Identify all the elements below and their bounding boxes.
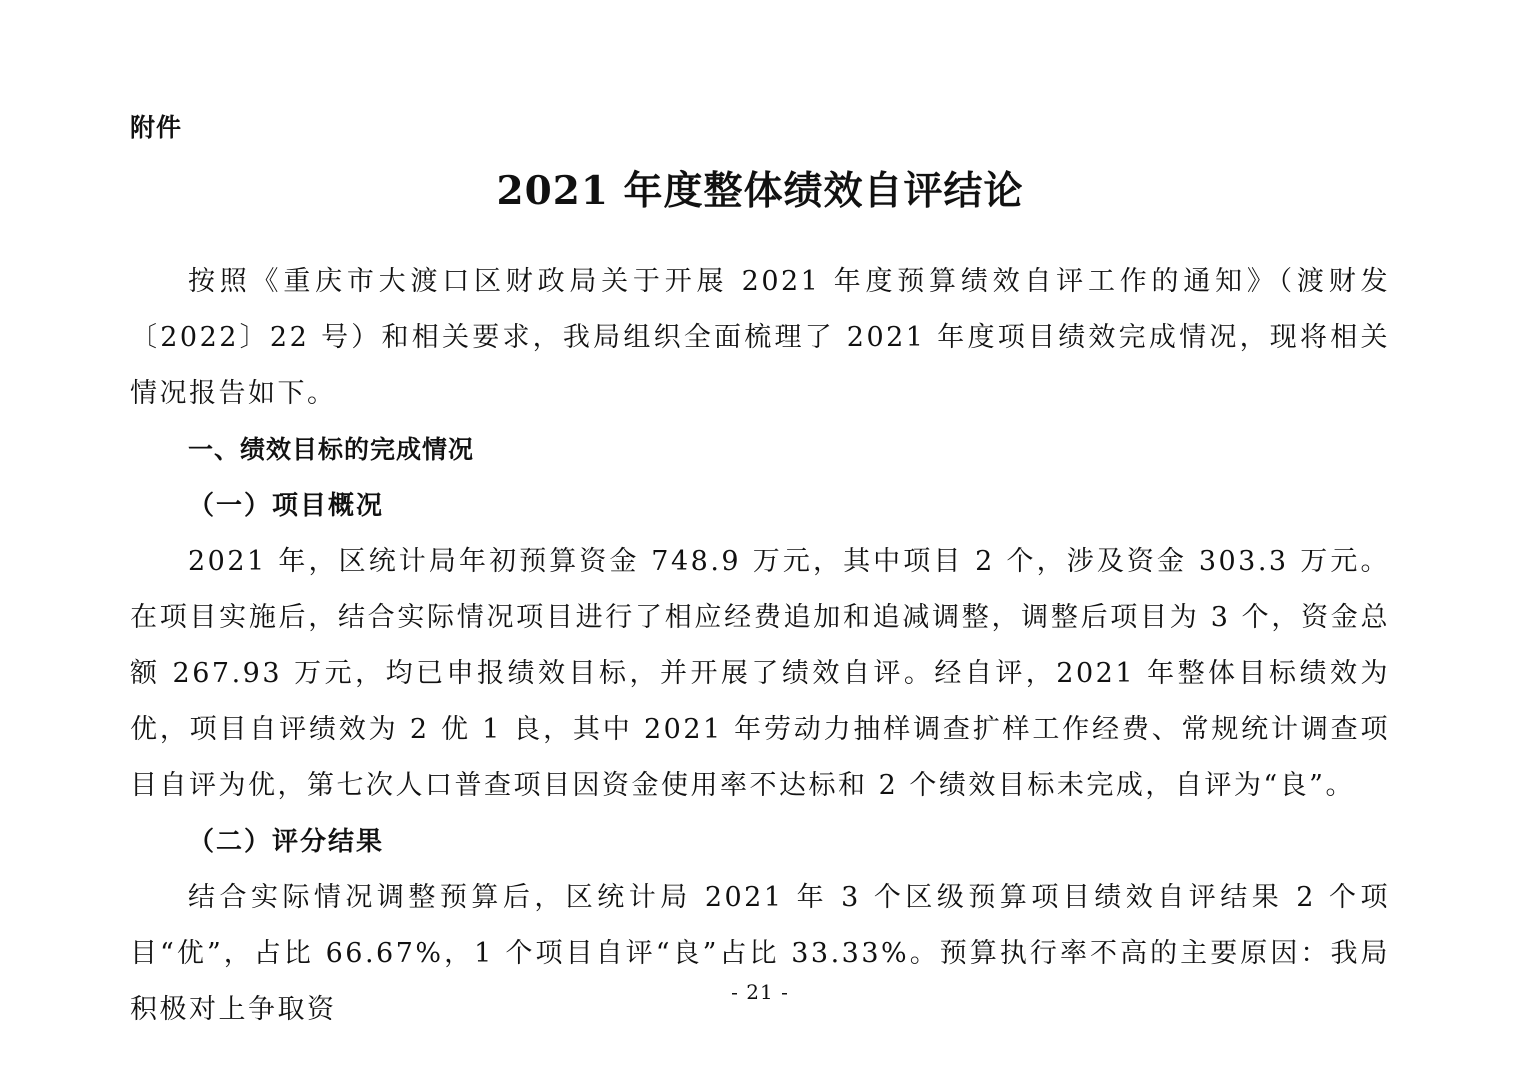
score-results-paragraph: 结合实际情况调整预算后，区统计局 2021 年 3 个区级预算项目绩效自评结果 2 个项目“优”，占比 66.67%，1 个项目自评“良”占比 33.33%。预算执行率不高的主要原因：我局积极对上争取资 [130, 882, 1390, 1025]
section-heading-performance-goals: 一、绩效目标的完成情况 [188, 435, 475, 464]
document-title: 2021 年度整体绩效自评结论 [496, 168, 1024, 214]
page-number: - 21 - [731, 980, 789, 1004]
attachment-label: 附件 [130, 113, 183, 142]
subsection-heading-score-results: （二）评分结果 [188, 827, 385, 857]
subsection-heading-project-overview: （一）项目概况 [188, 491, 385, 521]
document-body [130, 254, 1390, 1038]
intro-paragraph: 按照《重庆市大渡口区财政局关于开展 2021 年度预算绩效自评工作的通知》（渡财发〔2022〕22 号）和相关要求，我局组织全面梳理了 2021 年度项目绩效完成情况，现将相关情况报告如下。 [130, 266, 1390, 409]
project-overview-paragraph: 2021 年，区统计局年初预算资金 748.9 万元，其中项目 2 个，涉及资金 303.3 万元。在项目实施后，结合实际情况项目进行了相应经费追加和追减调整，调整后项目为 3 个，资金总额 267.93 万元，均已申报绩效目标，并开展了绩效自评。经自评，2021 年整体目标绩效为优，项目自评绩效为 2 优 1 良，其中 2021 年劳动力抽样调查扩样工作经费、常规统计调查项目自评为优，第七次人口普查项目因资金使用率不达标和 2 个绩效目标未完成，自评为“良”。 [130, 546, 1390, 801]
